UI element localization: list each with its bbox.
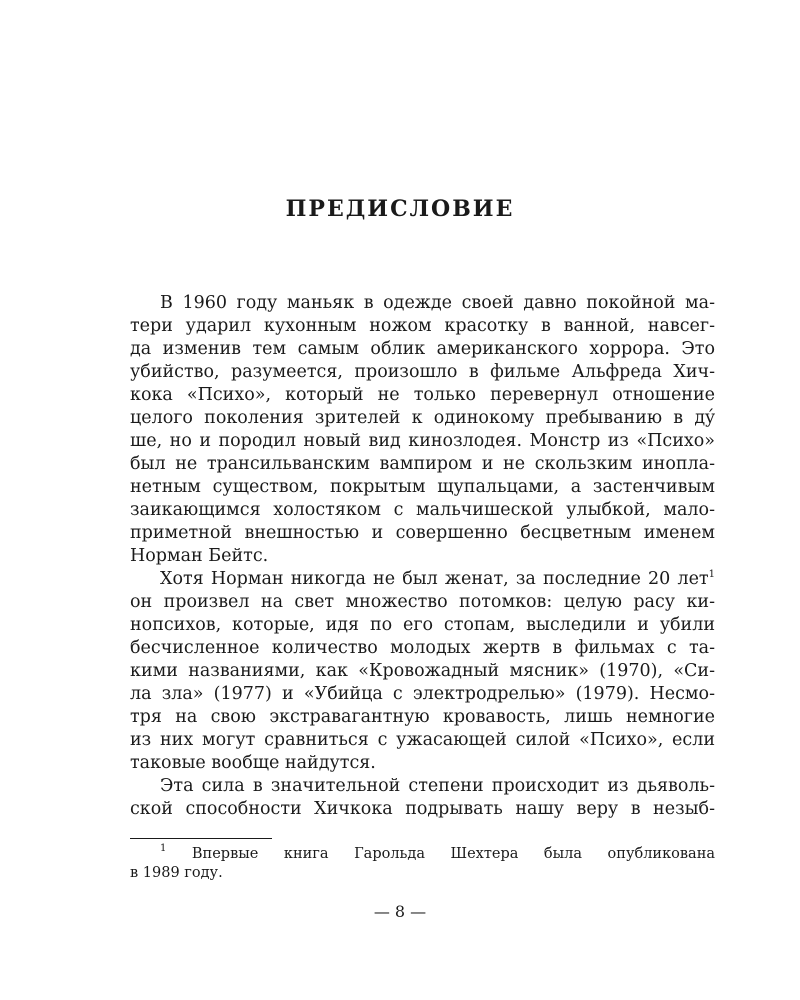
text-line: ла зла» (1977) и «Убийца с электродрелью» (1979). Несмо- <box>130 684 715 704</box>
footnote-line <box>130 845 715 864</box>
footnote-line: в 1989 году. <box>130 865 223 881</box>
text-line: ше, но и породил новый вид кинозлодея. Монстр из «Психо» <box>130 431 715 451</box>
text-line: таковые вообще найдутся. <box>130 753 376 773</box>
text-line: ской способности Хичкока подрывать нашу веру в незыб- <box>130 799 715 819</box>
text-line: кока «Психо», который не только перевернул отношение <box>130 385 715 405</box>
footnote-divider <box>130 838 272 839</box>
page-number: — 8 — <box>373 902 427 921</box>
text-line: Эта сила в значительной степени происходит из дьяволь- <box>160 776 715 796</box>
footnote-text: Впервые книга Гарольда Шехтера была опубликована <box>191 846 715 862</box>
text-line: кими названиями, как «Кровожадный мясник» (1970), «Си- <box>130 661 715 681</box>
text-line: нетным существом, покрытым щупальцами, а застенчивым <box>130 477 715 497</box>
text-line: нопсихов, которые, идя по его стопам, выследили и убили <box>130 615 715 635</box>
text-line-with-footnote <box>130 568 715 591</box>
text-line: заикающимся холостяком с мальчишеской улыбкой, мало- <box>130 500 715 520</box>
text-line: Норман Бейтс. <box>130 546 269 566</box>
body-text <box>130 292 715 821</box>
footnote <box>130 845 715 883</box>
page-title: ПРЕДИСЛОВИЕ <box>285 196 515 222</box>
text-line-content: Хотя Норман никогда не был женат, за последние 20 лет <box>160 569 709 589</box>
text-line: был не трансильванским вампиром и не скользким инопла- <box>130 454 715 474</box>
text-line: приметной внешностью и совершенно бесцветным именем <box>130 523 715 543</box>
text-line: он произвел на свет множество потомков: целую расу ки- <box>130 592 715 612</box>
text-line: из них могут сравниться с ужасающей силой «Психо», если <box>130 730 715 750</box>
text-line: тери ударил кухонным ножом красотку в ванной, навсег- <box>130 316 715 336</box>
footnote-marker[interactable]: 1 <box>708 569 715 580</box>
text-line: убийство, разумеется, произошло в фильме Альфреда Хич- <box>130 362 715 382</box>
footnote-number: 1 <box>160 843 167 854</box>
text-line: В 1960 году маньяк в одежде своей давно покойной ма- <box>160 293 715 313</box>
text-line: тря на свою экстравагантную кровавость, лишь немногие <box>130 707 715 727</box>
text-line: да изменив тем самым облик американского хоррора. Это <box>130 339 715 359</box>
text-line: бесчисленное количество молодых жертв в фильмах с та- <box>130 638 715 658</box>
text-line: целого поколения зрителей к одинокому пребыванию в дý <box>130 408 715 428</box>
